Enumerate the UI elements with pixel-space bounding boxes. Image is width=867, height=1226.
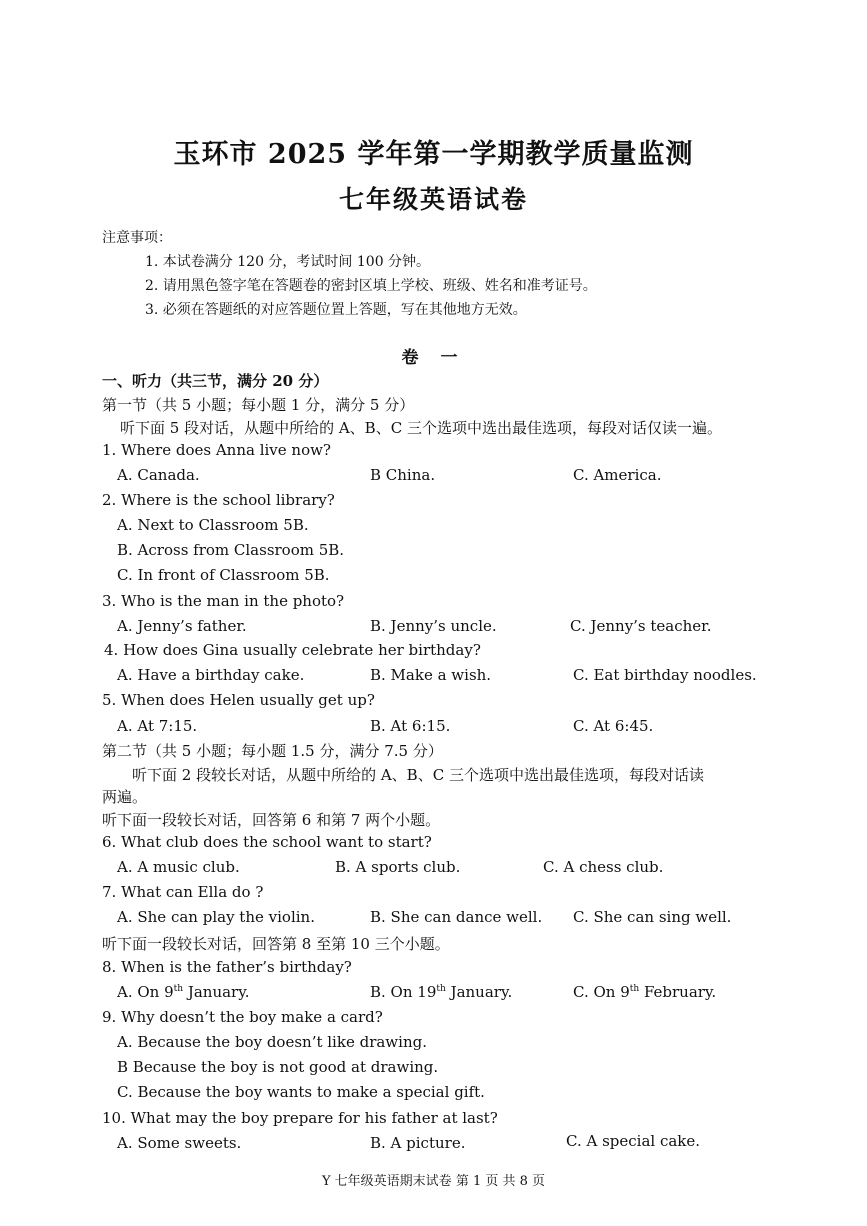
option-b: B. At 6:15. <box>370 717 451 735</box>
dialog-note: 听下面一段较长对话，回答第 6 和第 7 两个小题。 <box>102 811 441 829</box>
option-a: A. Next to Classroom 5B. <box>117 516 309 534</box>
part-heading: 一、听力（共三节，满分 20 分） <box>102 372 329 390</box>
question-stem: 1. Where does Anna live now? <box>102 441 331 459</box>
option-c: C. A chess club. <box>543 858 664 876</box>
option-a: A. Because the boy doesn’t like drawing. <box>117 1033 427 1051</box>
option-b: B Because the boy is not good at drawing. <box>117 1058 439 1076</box>
option-c: C. On 9th February. <box>573 983 717 1001</box>
option-c: C. At 6:45. <box>573 717 654 735</box>
option-c: C. In front of Classroom 5B. <box>117 566 330 584</box>
question-stem: 2. Where is the school library? <box>102 491 335 509</box>
option-b: B. A picture. <box>370 1134 466 1152</box>
option-b: B. Across from Classroom 5B. <box>117 541 345 559</box>
option-b: B. On 19th January. <box>370 983 513 1001</box>
option-c: C. A special cake. <box>566 1132 701 1150</box>
note-item: 3. 必须在答题纸的对应答题位置上答题，写在其他地方无效。 <box>145 302 527 318</box>
note-item: 2. 请用黑色签字笔在答题卷的密封区填上学校、班级、姓名和准考证号。 <box>145 278 597 294</box>
exam-subtitle: 七年级英语试卷 <box>338 185 528 214</box>
option-a: A. Some sweets. <box>117 1134 242 1152</box>
option-a: A. At 7:15. <box>117 717 198 735</box>
option-b: B. She can dance well. <box>370 908 543 926</box>
option-b: B. A sports club. <box>335 858 461 876</box>
dialog-note: 听下面一段较长对话，回答第 8 至第 10 三个小题。 <box>102 935 450 953</box>
option-a: A. Jenny’s father. <box>117 617 247 635</box>
option-c: C. Because the boy wants to make a special gift. <box>117 1083 485 1101</box>
note-item: 1. 本试卷满分 120 分，考试时间 100 分钟。 <box>145 254 431 270</box>
section-instruction: 听下面 5 段对话，从题中所给的 A、B、C 三个选项中选出最佳选项，每段对话仅读一遍。 <box>120 419 722 437</box>
option-b: B China. <box>370 466 436 484</box>
option-a: A. Have a birthday cake. <box>117 666 305 684</box>
section-instruction-cont: 两遍。 <box>102 788 148 806</box>
question-stem: 7. What can Ella do ? <box>102 883 264 901</box>
option-c: C. Jenny’s teacher. <box>570 617 712 635</box>
question-stem: 6. What club does the school want to start? <box>102 833 432 851</box>
option-c: C. She can sing well. <box>573 908 732 926</box>
exam-title: 玉环市 2025 学年第一学期教学质量监测 <box>173 139 694 170</box>
section-instruction: 听下面 2 段较长对话，从题中所给的 A、B、C 三个选项中选出最佳选项，每段对话读 <box>132 766 704 784</box>
question-stem: 5. When does Helen usually get up? <box>102 691 375 709</box>
section-heading: 第二节（共 5 小题；每小题 1.5 分，满分 7.5 分） <box>102 742 443 760</box>
page-footer: Y 七年级英语期末试卷 第 1 页 共 8 页 <box>321 1174 546 1189</box>
option-a: A. Canada. <box>117 466 200 484</box>
option-a: A. She can play the violin. <box>117 908 315 926</box>
option-b: B. Make a wish. <box>370 666 492 684</box>
question-stem: 10. What may the boy prepare for his father at last? <box>102 1109 498 1127</box>
notes-heading: 注意事项： <box>102 230 172 246</box>
question-stem: 4. How does Gina usually celebrate her birthday? <box>104 641 481 659</box>
option-a: A. A music club. <box>117 858 240 876</box>
volume-label: 卷 一 <box>401 348 466 368</box>
question-stem: 8. When is the father’s birthday? <box>102 958 352 976</box>
option-a: A. On 9th January. <box>117 983 250 1001</box>
section-heading: 第一节（共 5 小题；每小题 1 分，满分 5 分） <box>102 396 415 414</box>
option-c: C. America. <box>573 466 662 484</box>
option-c: C. Eat birthday noodles. <box>573 666 757 684</box>
question-stem: 3. Who is the man in the photo? <box>102 592 345 610</box>
option-b: B. Jenny’s uncle. <box>370 617 497 635</box>
question-stem: 9. Why doesn’t the boy make a card? <box>102 1008 383 1026</box>
